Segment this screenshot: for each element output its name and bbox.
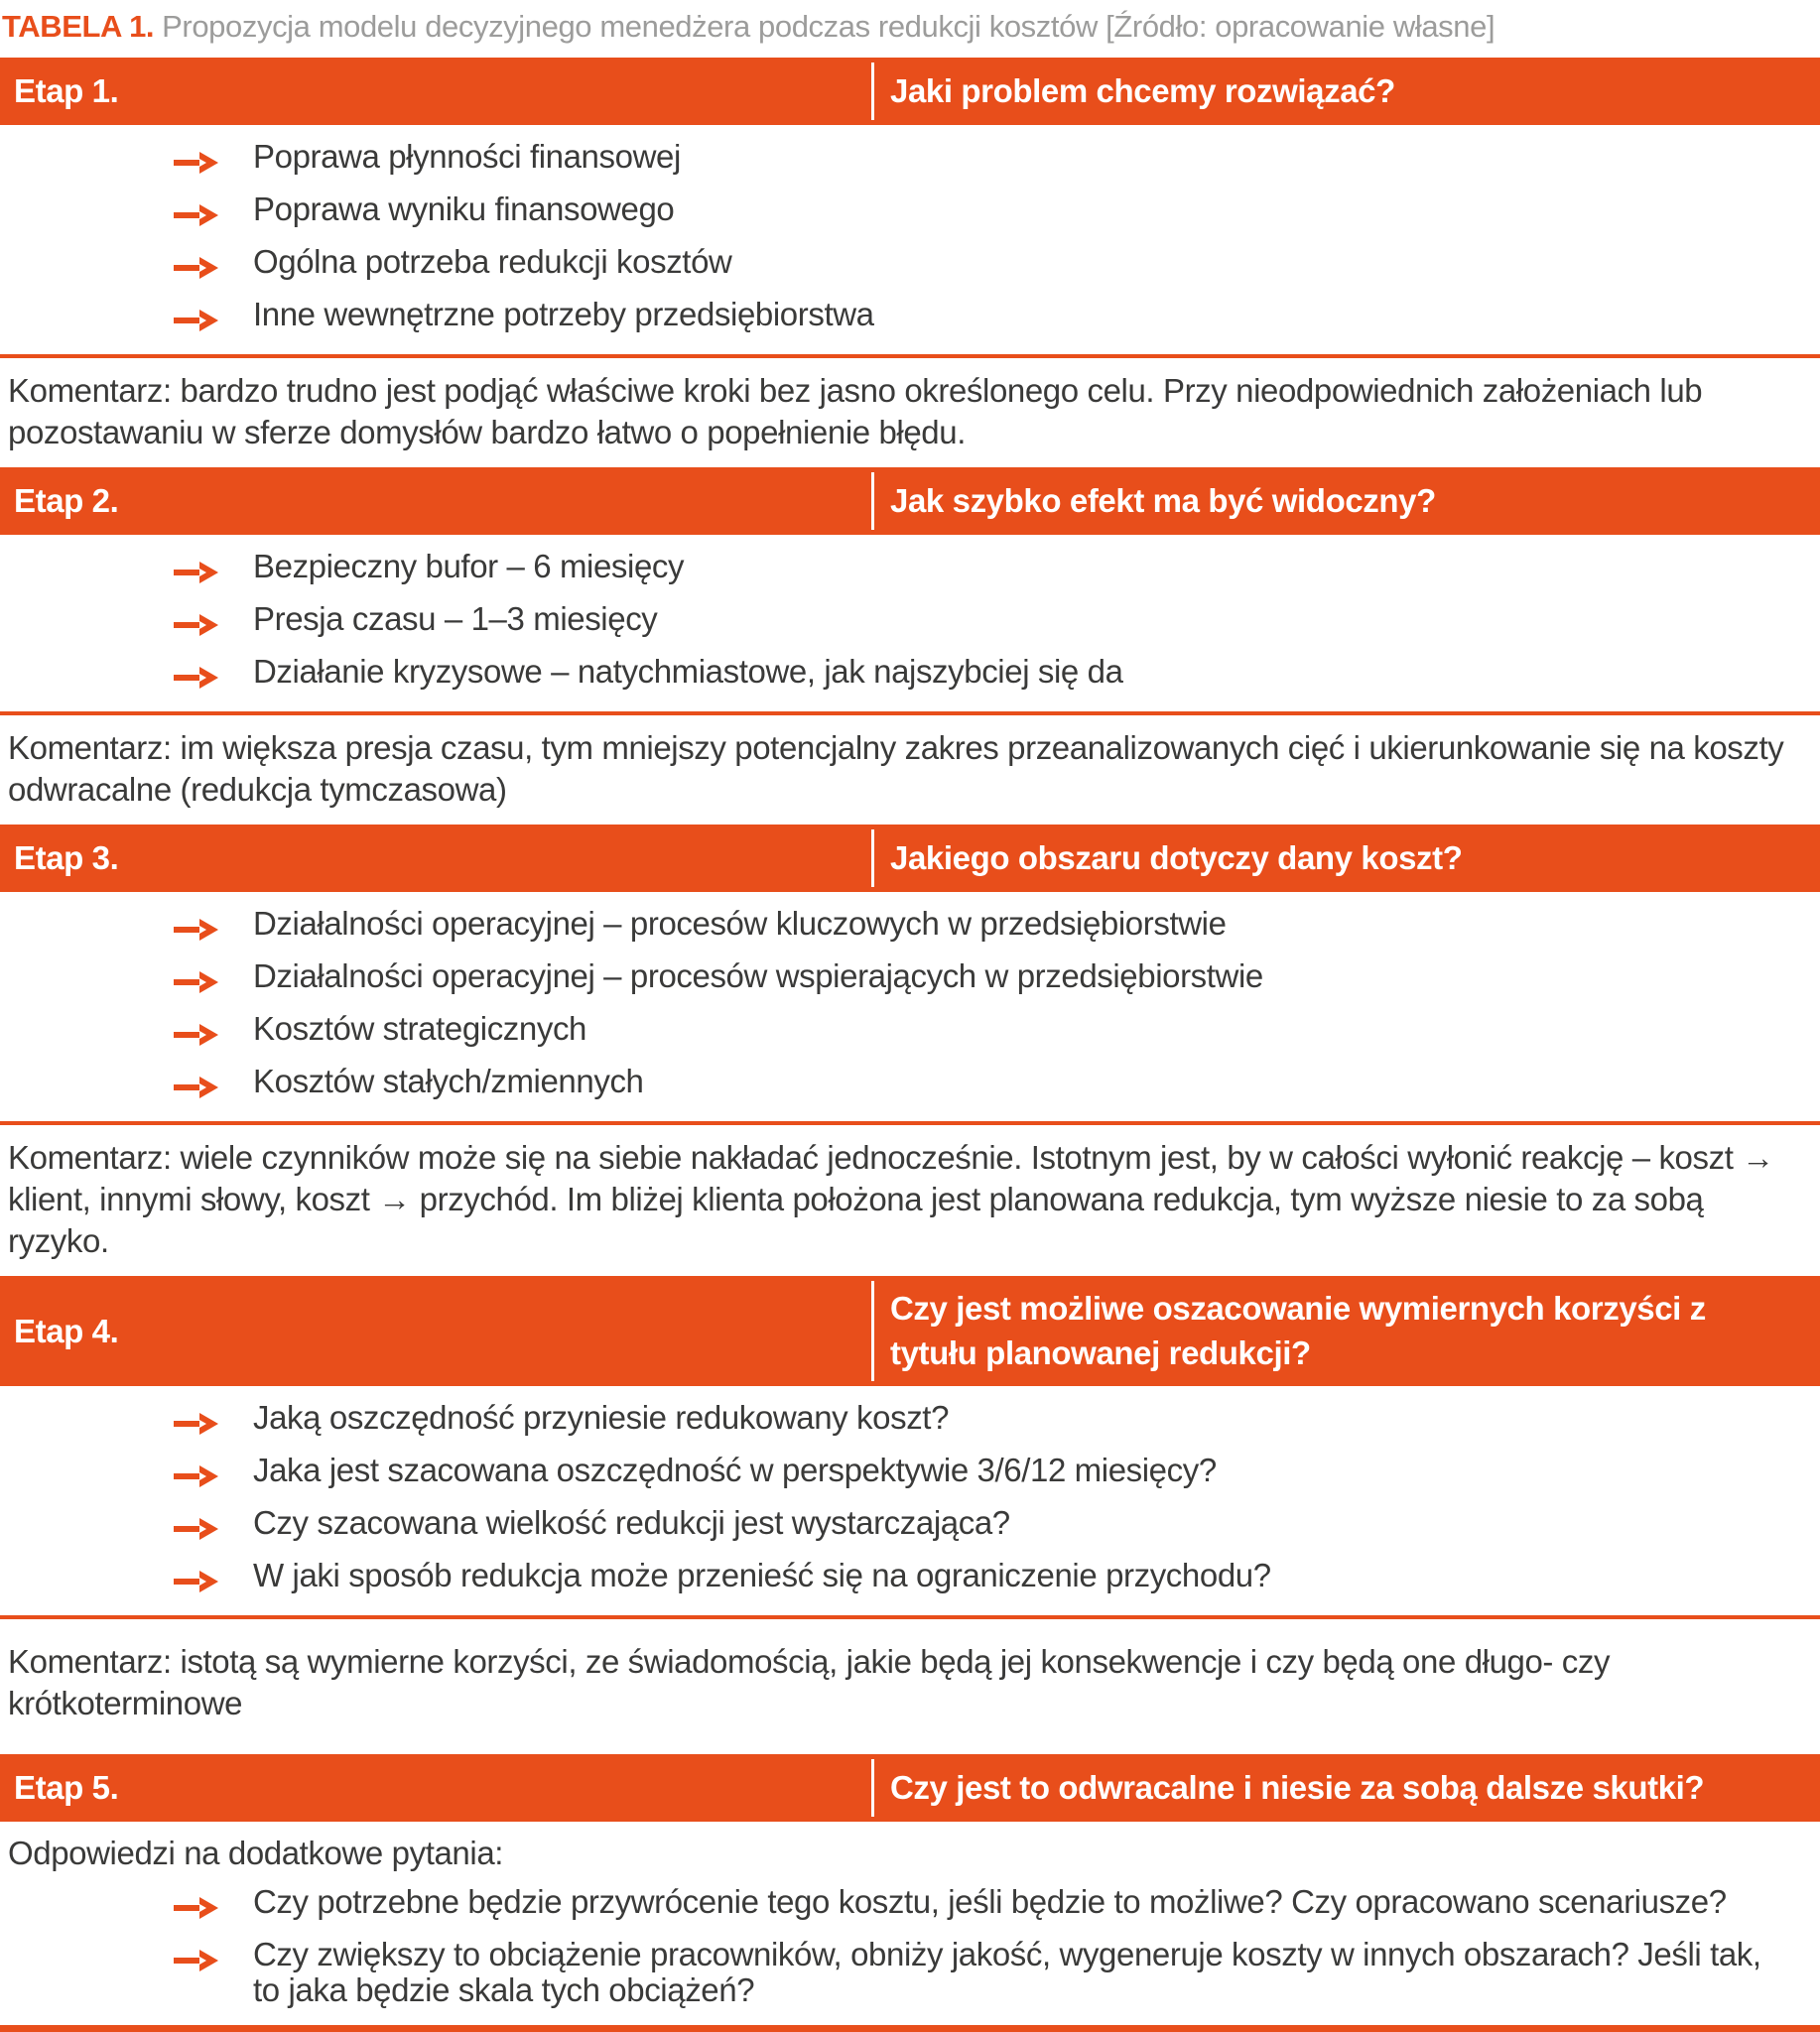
bullet-text: Presja czasu – 1–3 miesięcy bbox=[253, 600, 658, 638]
stage-question: Jakiego obszaru dotyczy dany koszt? bbox=[871, 829, 1820, 887]
bullet-text: Kosztów stałych/zmiennych bbox=[253, 1063, 644, 1100]
bullet-text: Bezpieczny bufor – 6 miesięcy bbox=[253, 548, 685, 585]
bullet-item bbox=[0, 292, 1820, 344]
bullet-text: Kosztów strategicznych bbox=[253, 1010, 587, 1048]
arrow-right-icon bbox=[174, 549, 253, 591]
stage-name: Etap 3. bbox=[14, 839, 119, 877]
stage-1-items bbox=[0, 125, 1820, 354]
table-caption-text: Propozycja modelu decyzyjnego menedżera podczas redukcji kosztów [Źródło: opracowanie własne] bbox=[162, 9, 1495, 44]
bullet-text: W jaki sposób redukcja może przenieść się na ograniczenie przychodu? bbox=[253, 1557, 1271, 1594]
arrow-right-icon bbox=[174, 601, 253, 644]
stage-header-5 bbox=[0, 1754, 1820, 1822]
bullet-text: Czy zwiększy to obciążenie pracowników, obniży jakość, wygeneruje koszty w innych obszarach? Jeśli tak, to jaka będzie skala tych obciążeń? bbox=[253, 1936, 1761, 2009]
arrow-right-icon bbox=[174, 1505, 253, 1548]
bullet-text: Inne wewnętrzne potrzeby przedsiębiorstwa bbox=[253, 296, 874, 333]
table-caption-label: TABELA 1. bbox=[2, 9, 155, 44]
arrow-right-icon bbox=[174, 297, 253, 339]
bullet-text: Poprawa wyniku finansowego bbox=[253, 190, 675, 228]
arrow-right-icon bbox=[174, 191, 253, 234]
stage-4-comment: Komentarz: istotą są wymierne korzyści, ze świadomością, jakie będą jej konsekwencje i czy będą one długo- czy krótkoterminowe bbox=[8, 1643, 1611, 1722]
arrow-right-icon bbox=[174, 1011, 253, 1054]
bullet-text: Czy potrzebne będzie przywrócenie tego kosztu, jeśli będzie to możliwe? Czy opracowano scenariusze? bbox=[253, 1883, 1727, 1921]
bullet-item bbox=[0, 1553, 1820, 1605]
table-bottom-border bbox=[0, 2025, 1820, 2032]
arrow-right-icon bbox=[174, 1064, 253, 1106]
stage-name: Etap 4. bbox=[14, 1312, 119, 1349]
arrow-right-icon bbox=[174, 1453, 253, 1495]
bullet-item bbox=[0, 901, 1820, 953]
bullet-text: Czy szacowana wielkość redukcji jest wystarczająca? bbox=[253, 1504, 1010, 1542]
bullet-item bbox=[0, 1006, 1820, 1059]
arrow-right-icon bbox=[174, 906, 253, 949]
stage-question: Czy jest możliwe oszacowanie wymiernych korzyści z tytułu planowanej redukcji? bbox=[871, 1281, 1820, 1381]
stage-question: Czy jest to odwracalne i niesie za sobą dalsze skutki? bbox=[871, 1759, 1820, 1817]
bullet-item bbox=[0, 134, 1820, 187]
bullet-item bbox=[0, 544, 1820, 596]
stage-header-2 bbox=[0, 467, 1820, 535]
stage-5-items bbox=[0, 1875, 1820, 2025]
arrow-right-icon bbox=[174, 1884, 253, 1927]
arrow-right-icon bbox=[174, 654, 253, 697]
bullet-item bbox=[0, 953, 1820, 1006]
bullet-item bbox=[0, 239, 1820, 292]
stage-2-comment: Komentarz: im większa presja czasu, tym mniejszy potencjalny zakres przeanalizowanych cięć i ukierunkowanie się na koszty odwracalne (redukcja tymczasowa) bbox=[8, 729, 1784, 809]
arrow-right-icon bbox=[174, 1937, 253, 1979]
stage-name: Etap 2. bbox=[14, 482, 119, 520]
bullet-item bbox=[0, 1500, 1820, 1553]
stage-4-items bbox=[0, 1386, 1820, 1615]
stage-header-1 bbox=[0, 58, 1820, 125]
bullet-item bbox=[0, 649, 1820, 701]
stage-2-items bbox=[0, 535, 1820, 711]
bullet-text: Poprawa płynności finansowej bbox=[253, 138, 681, 176]
stage-question: Jak szybko efekt ma być widoczny? bbox=[871, 472, 1820, 530]
bullet-item bbox=[0, 596, 1820, 649]
stage-header-3 bbox=[0, 825, 1820, 892]
arrow-right-icon bbox=[174, 139, 253, 182]
stage-3-items bbox=[0, 892, 1820, 1121]
arrow-right-icon bbox=[174, 958, 253, 1001]
arrow-right-icon bbox=[174, 244, 253, 287]
stage-question: Jaki problem chcemy rozwiązać? bbox=[871, 63, 1820, 120]
bullet-item bbox=[0, 1395, 1820, 1448]
arrow-right-icon bbox=[174, 1558, 253, 1600]
bullet-item bbox=[0, 1879, 1820, 1932]
bullet-item bbox=[0, 1448, 1820, 1500]
stage-1-comment: Komentarz: bardzo trudno jest podjąć właściwe kroki bez jasno określonego celu. Przy nieodpowiednich założeniach lub pozostawaniu w sferze domysłów bardzo łatwo o popełnienie błędu. bbox=[8, 372, 1703, 451]
stage-5-intro: Odpowiedzi na dodatkowe pytania: bbox=[8, 1835, 504, 1872]
bullet-text: Jaka jest szacowana oszczędność w perspektywie 3/6/12 miesięcy? bbox=[253, 1452, 1217, 1489]
bullet-text: Ogólna potrzeba redukcji kosztów bbox=[253, 243, 732, 281]
stage-header-4 bbox=[0, 1276, 1820, 1386]
bullet-text: Jaką oszczędność przyniesie redukowany koszt? bbox=[253, 1399, 950, 1437]
stage-name: Etap 1. bbox=[14, 72, 119, 110]
bullet-item bbox=[0, 187, 1820, 239]
stage-3-comment: Komentarz: wiele czynników może się na siebie nakładać jednocześnie. Istotnym jest, by w całości wyłonić reakcję – koszt → klient, innymi słowy, koszt → przychód. Im bliżej klienta położona jest planowana redukcja, tym wyższe niesie to za sobą ryzyko. bbox=[8, 1139, 1774, 1260]
table-caption bbox=[0, 0, 1820, 58]
stage-name: Etap 5. bbox=[14, 1769, 119, 1807]
bullet-item bbox=[0, 1932, 1820, 2013]
bullet-text: Działalności operacyjnej – procesów wspierających w przedsiębiorstwie bbox=[253, 957, 1263, 995]
bullet-item bbox=[0, 1059, 1820, 1111]
arrow-right-icon bbox=[174, 1400, 253, 1443]
bullet-text: Działalności operacyjnej – procesów kluczowych w przedsiębiorstwie bbox=[253, 905, 1227, 943]
bullet-text: Działanie kryzysowe – natychmiastowe, jak najszybciej się da bbox=[253, 653, 1123, 691]
